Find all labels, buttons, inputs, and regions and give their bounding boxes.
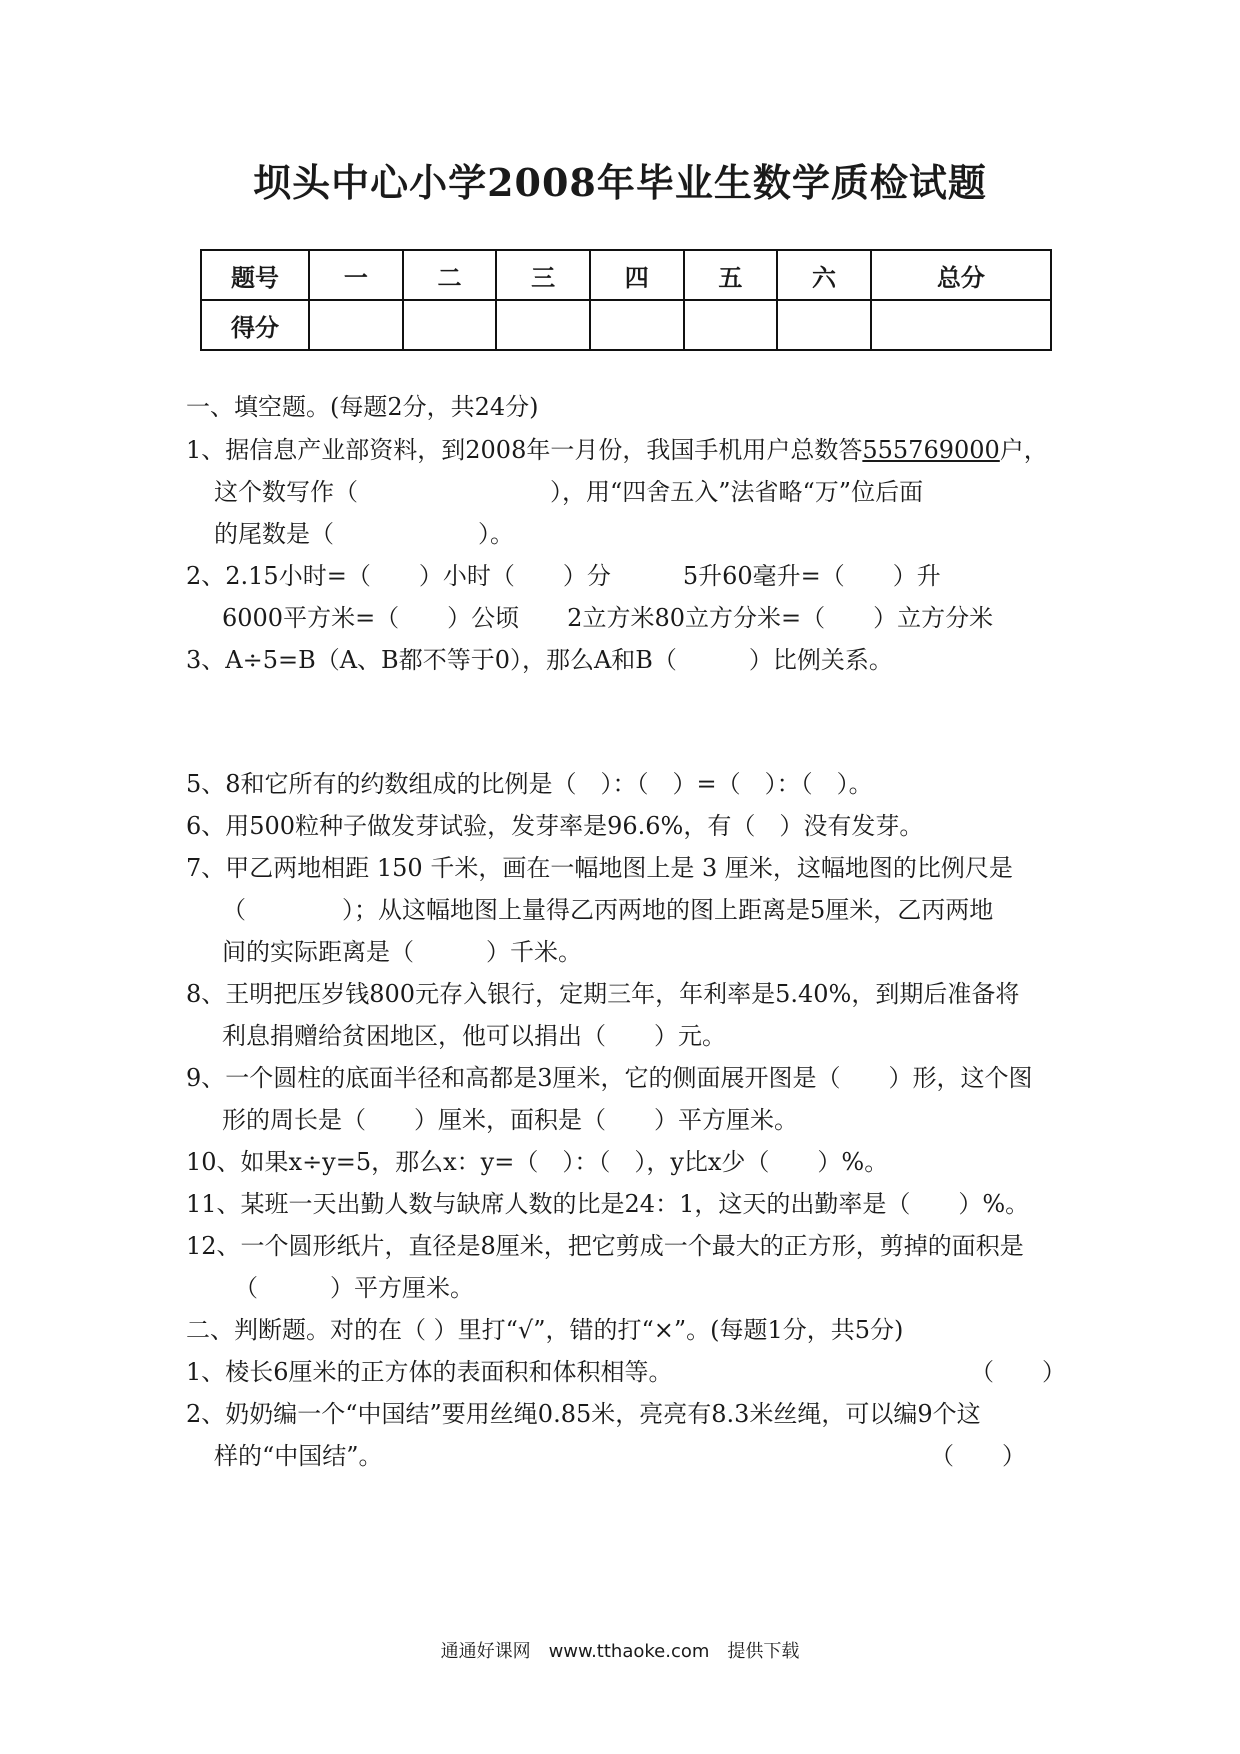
q12-line1: 12、一个圆形纸片，直径是8厘米，把它剪成一个最大的正方形，剪掉的面积是 — [186, 1232, 1024, 1260]
q1-text-end: 户， — [999, 436, 1048, 464]
s2-q2-line1: 2、奶奶编一个“中国结”要用丝绳0.85米，亮亮有8.3米丝绳，可以编9个这 — [186, 1400, 981, 1428]
q8-line2: 利息捐赠给贫困地区，他可以捐出（ ）元。 — [222, 1022, 726, 1050]
score-cell — [684, 300, 778, 350]
q9-line1: 9、一个圆柱的底面半径和高都是3厘米，它的侧面展开图是（ ）形，这个图 — [186, 1064, 1033, 1092]
score-cell — [309, 300, 403, 350]
footer-credit: 通通好课网 www.tthaoke.com 提供下载 — [440, 1641, 800, 1662]
q9-line2: 形的周长是（ ）厘米，面积是（ ）平方厘米。 — [222, 1106, 798, 1134]
q1-number: 555769000 — [862, 436, 1000, 464]
score-table — [200, 249, 1052, 351]
q7-line1: 7、甲乙两地相距 150 千米，画在一幅地图上是 3 厘米，这幅地图的比例尺是 — [186, 854, 1013, 882]
score-header-cell: 五 — [684, 250, 778, 300]
section2-heading: 二、判断题。对的在（ ）里打“√”，错的打“×”。(每题1分，共5分) — [186, 1316, 904, 1344]
score-header-cell: 题号 — [201, 250, 309, 300]
score-row-label: 得分 — [201, 300, 309, 350]
q8-line1: 8、王明把压岁钱800元存入银行，定期三年，年利率是5.40%，到期后准备将 — [186, 980, 1020, 1008]
q1-line3: 的尾数是（ ）。 — [214, 520, 514, 548]
score-cell — [871, 300, 1051, 350]
q12-line2: （ ）平方厘米。 — [234, 1274, 474, 1302]
q1-line1 — [186, 438, 1048, 462]
q5: 5、8和它所有的约数组成的比例是（ ）：（ ）=（ ）：（ ）。 — [186, 770, 873, 798]
q1-text: 1、据信息产业部资料，到2008年一月份，我国手机用户总数答 — [186, 436, 863, 464]
q10: 10、如果x÷y=5，那么x：y=（ ）：（ ），y比x少（ ）%。 — [186, 1148, 889, 1176]
score-header-cell: 总分 — [871, 250, 1051, 300]
s2-q1-answer-blank: （ ） — [970, 1358, 1066, 1386]
q6: 6、用500粒种子做发芽试验，发芽率是96.6%，有（ ）没有发芽。 — [186, 812, 924, 840]
page-title: 坝头中心小学2008年毕业生数学质检试题 — [253, 160, 987, 205]
q7-line3: 间的实际距离是（ ）千米。 — [222, 938, 582, 966]
score-table-header-row — [201, 250, 1051, 300]
score-header-cell: 二 — [403, 250, 497, 300]
score-cell — [496, 300, 590, 350]
q7-line2: （ ）；从这幅地图上量得乙丙两地的图上距离是5厘米，乙丙两地 — [222, 896, 994, 924]
s2-q1: 1、棱长6厘米的正方体的表面积和体积相等。 — [186, 1358, 673, 1386]
score-header-cell: 一 — [309, 250, 403, 300]
section1-heading: 一、填空题。(每题2分，共24分) — [186, 393, 539, 421]
score-header-cell: 三 — [496, 250, 590, 300]
q2-line2: 6000平方米=（ ）公顷 2立方米80立方分米=（ ）立方分米 — [222, 604, 994, 632]
s2-q2-answer-blank: （ ） — [930, 1442, 1026, 1470]
q1-line2: 这个数写作（ ），用“四舍五入”法省略“万”位后面 — [214, 478, 924, 506]
q2-line1: 2、2.15小时=（ ）小时（ ）分 5升60毫升=（ ）升 — [186, 562, 941, 590]
score-cell — [403, 300, 497, 350]
score-header-cell: 四 — [590, 250, 684, 300]
score-table-score-row — [201, 300, 1051, 350]
s2-q2-line2: 样的“中国结”。 — [214, 1442, 383, 1470]
score-cell — [777, 300, 871, 350]
score-header-cell: 六 — [777, 250, 871, 300]
score-cell — [590, 300, 684, 350]
q11: 11、某班一天出勤人数与缺席人数的比是24：1，这天的出勤率是（ ）%。 — [186, 1190, 1030, 1218]
q3: 3、A÷5=B（A、B都不等于0），那么A和B（ ）比例关系。 — [186, 646, 893, 674]
